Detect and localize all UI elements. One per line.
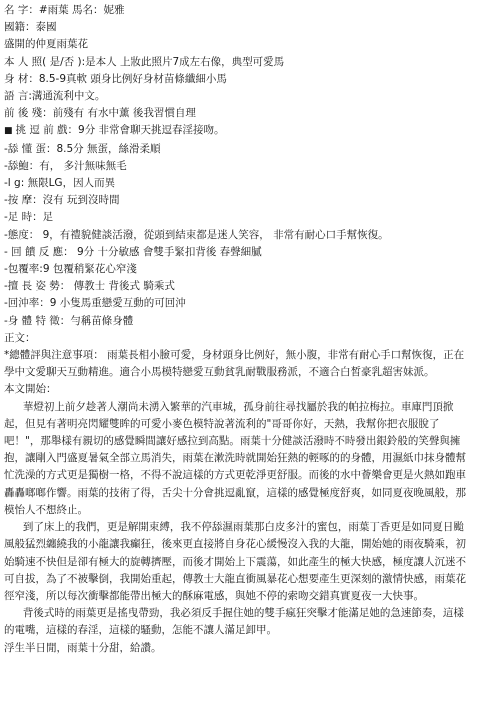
service-line: -l g: 無限LG，因人而異 xyxy=(4,177,116,190)
bullet-text: 挑 逗 前 戲：9分 非常會聊天挑逗春淫接吻。 xyxy=(15,124,225,137)
body-heading: 正文： xyxy=(4,331,36,344)
service-line: -足 時：足 xyxy=(4,211,54,224)
story-paragraph: 華燈初上前夕趁著人潮尚未湧入繁華的汽車城，孤身前往尋找屬於我的帕拉梅拉。車庫門頂掀起，但見有著明亮閃耀雙眸的可愛小麥色模特說著流利的"哥哥你好，天熱，我幫你把衣服脫了吧！"，那舉樣有親切的感覺瞬間讓好感拉到高點。雨葉十分健談活潑時不時發出銀鈴般的笑聲與擁抱，讓剛入門盛夏暑氣全部立馬消失，雨葉在漱洗時就開始狂熱的輕啄的的身體，用濕紙巾抹身體幫忙洗澡的方式更是獨樹一格，不得不說這樣的方式更乾淨更舒服。而後的水中薈樂會更是火熱如跑車轟轟啷啷作響。雨葉的技術了得，舌尖十分會挑逗亂竄，這樣的感覺極度舒爽，如同夏夜晚風般，那模怡人不想終止。 xyxy=(4,400,466,516)
service-line: -按 摩：沒有 玩到沒時間 xyxy=(4,194,120,207)
profile-language-line: 語 言:溝通流利中文。 xyxy=(4,90,106,103)
story-paragraph: 背後式時的雨葉更是搖曳帶勁，我必須反手握住她的雙手瘋狂突擊才能滿足她的急速節奏，這樣的電嘴，這樣的春淫，這樣的騷動，怎能不讓人滿足卸甲。 xyxy=(4,607,464,637)
service-line: -擅 長 姿 勢： 傳教士 背後式 騎乘式 xyxy=(4,280,175,293)
bullet-line xyxy=(4,122,473,140)
closing-line: 浮生半日閒，雨葉十分甜，給讚。 xyxy=(4,641,162,654)
profile-photo-line: 本 人 照( 是/否 ):是本人 上妝此照片7成左右像，典型可愛馬 xyxy=(4,55,285,68)
story-paragraph: 到了床上的我們，更是解開束縛，我不停舔濕雨葉那白皮多汁的蜜包，雨葉丁香更是如同夏日颱風般猛烈纏繞我的小龍讓我癲狂，後來更直接將自身花心緩慢沒入我的大龍，開始她的雨夜騎乘，初始騎速不快但是卻有極大的旋轉擠壓，而後才開始上下震蕩，如此產生的極大快感，極度讓人沉迷不可自拔，為了不被擊倒，我開始重起，傳教士大龍直衝風暴花心想要產生更深刻的激情快感，雨葉花徑窄淺，所以每次衝擊都能帶出極大的酥麻電感，與她不停的索吻交錯真實夏夜一大快事。 xyxy=(4,521,466,602)
service-line: -態度： 9，有禮貌健談活潑，從頭到結束都是迷人笑容， 非常有耐心口手幫恢復。 xyxy=(4,228,389,241)
profile-name-line: 名 字：#雨葉 馬名：妮雅 xyxy=(4,4,125,16)
square-bullet-icon: ■ xyxy=(4,126,13,137)
profile-before-after-line: 前 後 殘：前殘有 有水中薰 後我習慣自理 xyxy=(4,107,196,120)
profile-body-line: 身 材：8.5-9真軟 頭身比例好身材苗條纖細小馬 xyxy=(4,72,227,85)
profile-nationality-line: 國籍：泰國 xyxy=(4,21,57,34)
review-summary-paragraph: *總體評與注意事項： 雨葉長相小臉可愛，身材頭身比例好，無小腹，非常有耐心手口幫恢復，正在學中文愛聊天互動精進。適合小馬模特戀愛互動貧乳耐戰服務派，不適合白皙豪乳超害妹派。 xyxy=(4,349,465,379)
profile-tagline: 盛開的仲夏雨葉花 xyxy=(4,38,88,51)
service-line: - 回 饋 反 應： 9分 十分敏感 會雙手緊扣背後 春聲細膩 xyxy=(4,245,262,258)
service-line: -包覆率:9 包覆稍緊花心窄淺 xyxy=(4,263,137,276)
service-line: -身 體 特 徵：勻稱苗條身體 xyxy=(4,314,134,327)
story-heading: 本文開始： xyxy=(4,383,57,396)
service-line: -舔 懂 蛋：8.5分 無蛋，絲滑柔順 xyxy=(4,142,161,155)
service-line: -舔鮑：有， 多汁無味無毛 xyxy=(4,159,127,172)
service-line: -回沖率：9 小隻馬重戀愛互動的可回沖 xyxy=(4,297,186,310)
